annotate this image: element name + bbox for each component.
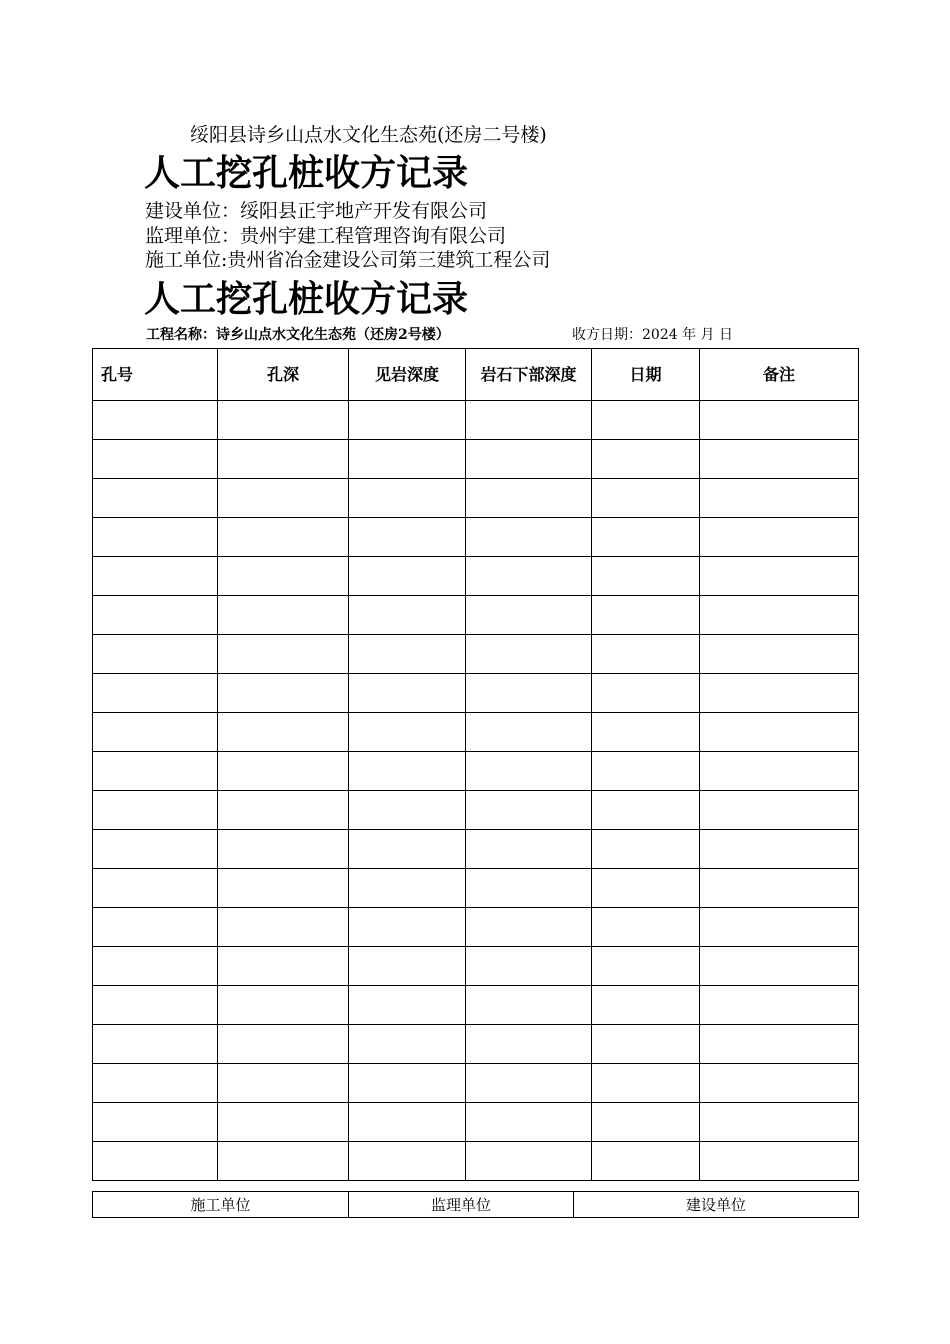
table-cell[interactable] — [466, 713, 592, 752]
form-meta-line — [146, 325, 733, 345]
table-cell[interactable] — [218, 947, 349, 986]
table-row — [93, 401, 859, 440]
table-cell[interactable] — [218, 674, 349, 713]
table-cell[interactable] — [349, 986, 466, 1025]
table-cell[interactable] — [700, 1103, 859, 1142]
table-cell[interactable] — [592, 596, 700, 635]
owner-signature-cell[interactable]: 建设单位 — [574, 1192, 859, 1218]
table-cell[interactable] — [93, 440, 218, 479]
table-cell[interactable] — [592, 986, 700, 1025]
table-row — [93, 635, 859, 674]
table-cell[interactable] — [93, 947, 218, 986]
project-subtitle: 绥阳县诗乡山点水文化生态苑(还房二号楼) — [190, 124, 547, 146]
table-cell[interactable] — [93, 1142, 218, 1181]
table-cell[interactable] — [466, 635, 592, 674]
table-cell[interactable] — [349, 635, 466, 674]
table-cell[interactable] — [93, 869, 218, 908]
col-header-date: 日期 — [592, 349, 700, 401]
table-cell[interactable] — [218, 752, 349, 791]
table-cell[interactable] — [700, 869, 859, 908]
table-cell[interactable] — [700, 1025, 859, 1064]
table-cell[interactable] — [218, 440, 349, 479]
table-cell[interactable] — [466, 791, 592, 830]
table-cell[interactable] — [466, 1103, 592, 1142]
table-cell[interactable] — [93, 791, 218, 830]
table-cell[interactable] — [218, 908, 349, 947]
table-cell[interactable] — [218, 1142, 349, 1181]
table-cell[interactable] — [218, 713, 349, 752]
signature-table — [92, 1191, 859, 1218]
table-cell[interactable] — [93, 674, 218, 713]
table-row — [93, 986, 859, 1025]
table-cell[interactable] — [349, 1142, 466, 1181]
table-cell[interactable] — [592, 830, 700, 869]
table-cell[interactable] — [93, 479, 218, 518]
form-title: 人工挖孔桩收方记录 — [144, 279, 469, 320]
table-row — [93, 869, 859, 908]
table-row — [93, 440, 859, 479]
table-cell[interactable] — [93, 752, 218, 791]
table-cell[interactable] — [592, 518, 700, 557]
table-row — [93, 830, 859, 869]
table-cell[interactable] — [93, 557, 218, 596]
table-row — [93, 947, 859, 986]
table-cell[interactable] — [349, 1064, 466, 1103]
table-cell[interactable] — [349, 713, 466, 752]
table-body — [93, 401, 859, 1181]
col-header-below-rock-depth: 岩石下部深度 — [466, 349, 592, 401]
table-row — [93, 713, 859, 752]
table-cell[interactable] — [93, 401, 218, 440]
table-cell[interactable] — [218, 479, 349, 518]
table-cell[interactable] — [592, 674, 700, 713]
table-row — [93, 1142, 859, 1181]
table-cell[interactable] — [592, 713, 700, 752]
table-cell[interactable] — [592, 440, 700, 479]
table-cell[interactable] — [349, 1025, 466, 1064]
acceptance-date-label: 收方日期：2024 年 月 日 — [572, 327, 733, 343]
table-cell[interactable] — [466, 1064, 592, 1103]
table-cell[interactable] — [218, 596, 349, 635]
table-cell[interactable] — [466, 440, 592, 479]
table-cell[interactable] — [93, 908, 218, 947]
table-cell[interactable] — [93, 1103, 218, 1142]
table-cell[interactable] — [93, 830, 218, 869]
table-cell[interactable] — [700, 479, 859, 518]
table-cell[interactable] — [218, 1103, 349, 1142]
table-cell[interactable] — [93, 1064, 218, 1103]
table-cell[interactable] — [93, 986, 218, 1025]
project-name-label: 工程名称：诗乡山点水文化生态苑（还房2号楼） — [146, 327, 450, 343]
table-cell[interactable] — [592, 557, 700, 596]
table-cell[interactable] — [700, 440, 859, 479]
col-header-hole-no: 孔号 — [93, 349, 218, 401]
table-cell[interactable] — [349, 674, 466, 713]
col-header-hole-depth: 孔深 — [218, 349, 349, 401]
signature-row — [93, 1192, 859, 1218]
table-cell[interactable] — [349, 518, 466, 557]
supervisor-unit-line: 监理单位：贵州宇建工程管理咨询有限公司 — [145, 225, 507, 247]
table-row — [93, 752, 859, 791]
table-cell[interactable] — [592, 869, 700, 908]
table-cell[interactable] — [592, 1064, 700, 1103]
table-row — [93, 557, 859, 596]
table-cell[interactable] — [93, 518, 218, 557]
table-cell[interactable] — [349, 869, 466, 908]
table-cell[interactable] — [700, 713, 859, 752]
table-cell[interactable] — [349, 908, 466, 947]
table-cell[interactable] — [466, 947, 592, 986]
col-header-rock-depth: 见岩深度 — [349, 349, 466, 401]
table-cell[interactable] — [592, 635, 700, 674]
table-cell[interactable] — [349, 401, 466, 440]
table-row — [93, 791, 859, 830]
col-header-remarks: 备注 — [700, 349, 859, 401]
owner-unit-line: 建设单位：绥阳县正宇地产开发有限公司 — [145, 200, 488, 222]
table-cell[interactable] — [349, 479, 466, 518]
table-cell[interactable] — [218, 830, 349, 869]
table-cell[interactable] — [700, 947, 859, 986]
table-cell[interactable] — [700, 830, 859, 869]
contractor-signature-cell[interactable]: 施工单位 — [93, 1192, 349, 1218]
table-cell[interactable] — [218, 791, 349, 830]
table-cell[interactable] — [349, 596, 466, 635]
table-cell[interactable] — [700, 1064, 859, 1103]
table-cell[interactable] — [466, 1025, 592, 1064]
table-cell[interactable] — [700, 674, 859, 713]
table-cell[interactable] — [592, 947, 700, 986]
table-row — [93, 674, 859, 713]
table-cell[interactable] — [700, 908, 859, 947]
table-cell[interactable] — [466, 986, 592, 1025]
table-cell[interactable] — [349, 791, 466, 830]
table-cell[interactable] — [466, 752, 592, 791]
contractor-unit-line: 施工单位:贵州省冶金建设公司第三建筑工程公司 — [145, 249, 551, 271]
table-cell[interactable] — [218, 1064, 349, 1103]
table-row — [93, 518, 859, 557]
table-cell[interactable] — [700, 596, 859, 635]
table-cell[interactable] — [349, 947, 466, 986]
table-row — [93, 479, 859, 518]
table-cell[interactable] — [700, 986, 859, 1025]
table-cell[interactable] — [592, 401, 700, 440]
table-cell[interactable] — [592, 791, 700, 830]
table-cell[interactable] — [93, 713, 218, 752]
table-cell[interactable] — [592, 1103, 700, 1142]
table-cell[interactable] — [592, 479, 700, 518]
table-cell[interactable] — [700, 752, 859, 791]
table-cell[interactable] — [349, 440, 466, 479]
table-cell[interactable] — [93, 635, 218, 674]
table-cell[interactable] — [592, 908, 700, 947]
page-title: 人工挖孔桩收方记录 — [144, 153, 469, 194]
table-cell[interactable] — [466, 830, 592, 869]
table-cell[interactable] — [349, 830, 466, 869]
record-table — [92, 348, 859, 1181]
table-cell[interactable] — [700, 401, 859, 440]
table-cell[interactable] — [700, 557, 859, 596]
table-cell[interactable] — [218, 1025, 349, 1064]
table-row — [93, 596, 859, 635]
table-cell[interactable] — [349, 1103, 466, 1142]
table-cell[interactable] — [349, 752, 466, 791]
table-cell[interactable] — [218, 557, 349, 596]
table-cell[interactable] — [466, 869, 592, 908]
table-cell[interactable] — [466, 401, 592, 440]
table-cell[interactable] — [93, 596, 218, 635]
table-cell[interactable] — [592, 752, 700, 791]
table-cell[interactable] — [93, 1025, 218, 1064]
table-row — [93, 908, 859, 947]
table-cell[interactable] — [700, 1142, 859, 1181]
table-header-row — [93, 349, 859, 401]
table-cell[interactable] — [466, 908, 592, 947]
table-cell[interactable] — [466, 518, 592, 557]
table-cell[interactable] — [349, 557, 466, 596]
table-cell[interactable] — [700, 635, 859, 674]
table-cell[interactable] — [466, 557, 592, 596]
table-cell[interactable] — [592, 1142, 700, 1181]
table-cell[interactable] — [466, 479, 592, 518]
table-cell[interactable] — [218, 986, 349, 1025]
table-cell[interactable] — [218, 869, 349, 908]
table-cell[interactable] — [700, 518, 859, 557]
table-cell[interactable] — [700, 791, 859, 830]
table-cell[interactable] — [592, 1025, 700, 1064]
table-cell[interactable] — [466, 596, 592, 635]
supervisor-signature-cell[interactable]: 监理单位 — [349, 1192, 574, 1218]
table-cell[interactable] — [466, 674, 592, 713]
table-row — [93, 1064, 859, 1103]
table-cell[interactable] — [218, 401, 349, 440]
table-row — [93, 1103, 859, 1142]
table-cell[interactable] — [466, 1142, 592, 1181]
table-cell[interactable] — [218, 518, 349, 557]
table-cell[interactable] — [218, 635, 349, 674]
table-row — [93, 1025, 859, 1064]
